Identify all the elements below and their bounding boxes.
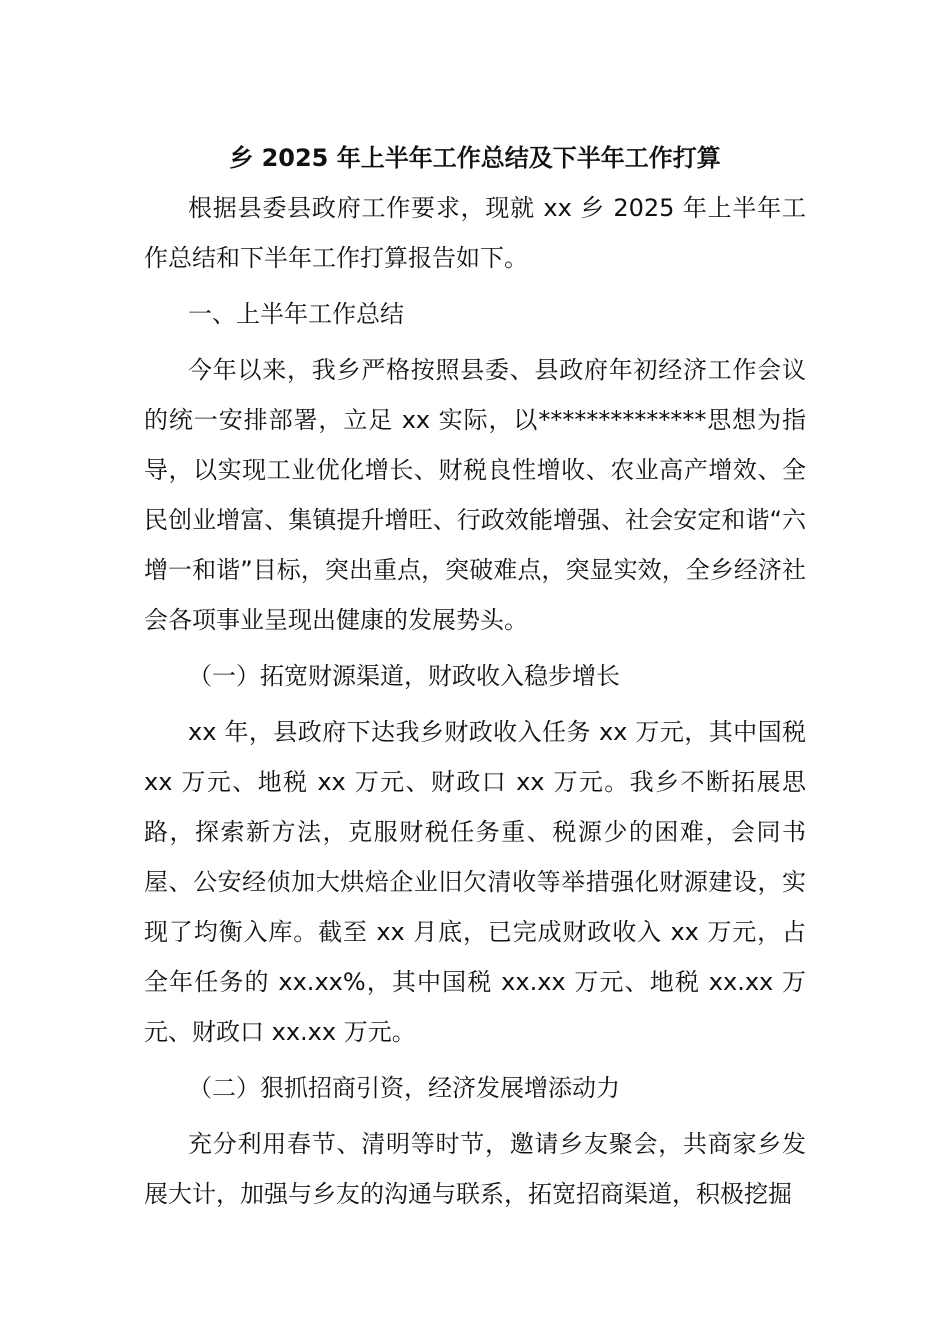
subsection-heading-2: （二）狠抓招商引资，经济发展增添动力 (188, 1074, 620, 1102)
paragraph-investment: 充分利用春节、清明等时节，邀请乡友聚会，共商家乡发展大计，加强与乡友的沟通与联系，拓宽招商渠道，积极挖掘 (144, 1130, 806, 1208)
paragraph-finance: xx 年，县政府下达我乡财政收入任务 xx 万元，其中国税 xx 万元、地税 xx 万元、财政口 xx 万元。我乡不断拓展思路，探索新方法，克服财税任务重、税源少的困难，会同书屋、公安经侦加大烘焙企业旧欠清收等举措强化财源建设，实现了均衡入库。截至 xx 月底，已完成财政收入 xx 万元，占全年任务的 xx.xx%，其中国税 xx.xx 万元、地税 xx.xx 万元、财政口 xx.xx 万元。 (144, 718, 806, 1046)
paragraph-overview: 今年以来，我乡严格按照县委、县政府年初经济工作会议的统一安排部署，立足 xx 实际，以**************思想为指导，以实现工业优化增长、财税良性增收、农业高产增效、全民创业增富、集镇提升增旺、行政效能增强、社会安定和谐“六增一和谐”目标，突出重点，突破难点，突显实效，全乡经济社会各项事业呈现出健康的发展势头。 (144, 356, 806, 634)
document-title: 乡 2025 年上半年工作总结及下半年工作打算 (229, 144, 721, 172)
section-heading-1: 一、上半年工作总结 (188, 300, 404, 328)
subsection-heading-1: （一）拓宽财源渠道，财政收入稳步增长 (188, 662, 620, 690)
document-body (144, 133, 806, 1219)
paragraph-intro: 根据县委县政府工作要求，现就 xx 乡 2025 年上半年工作总结和下半年工作打算报告如下。 (144, 194, 806, 272)
